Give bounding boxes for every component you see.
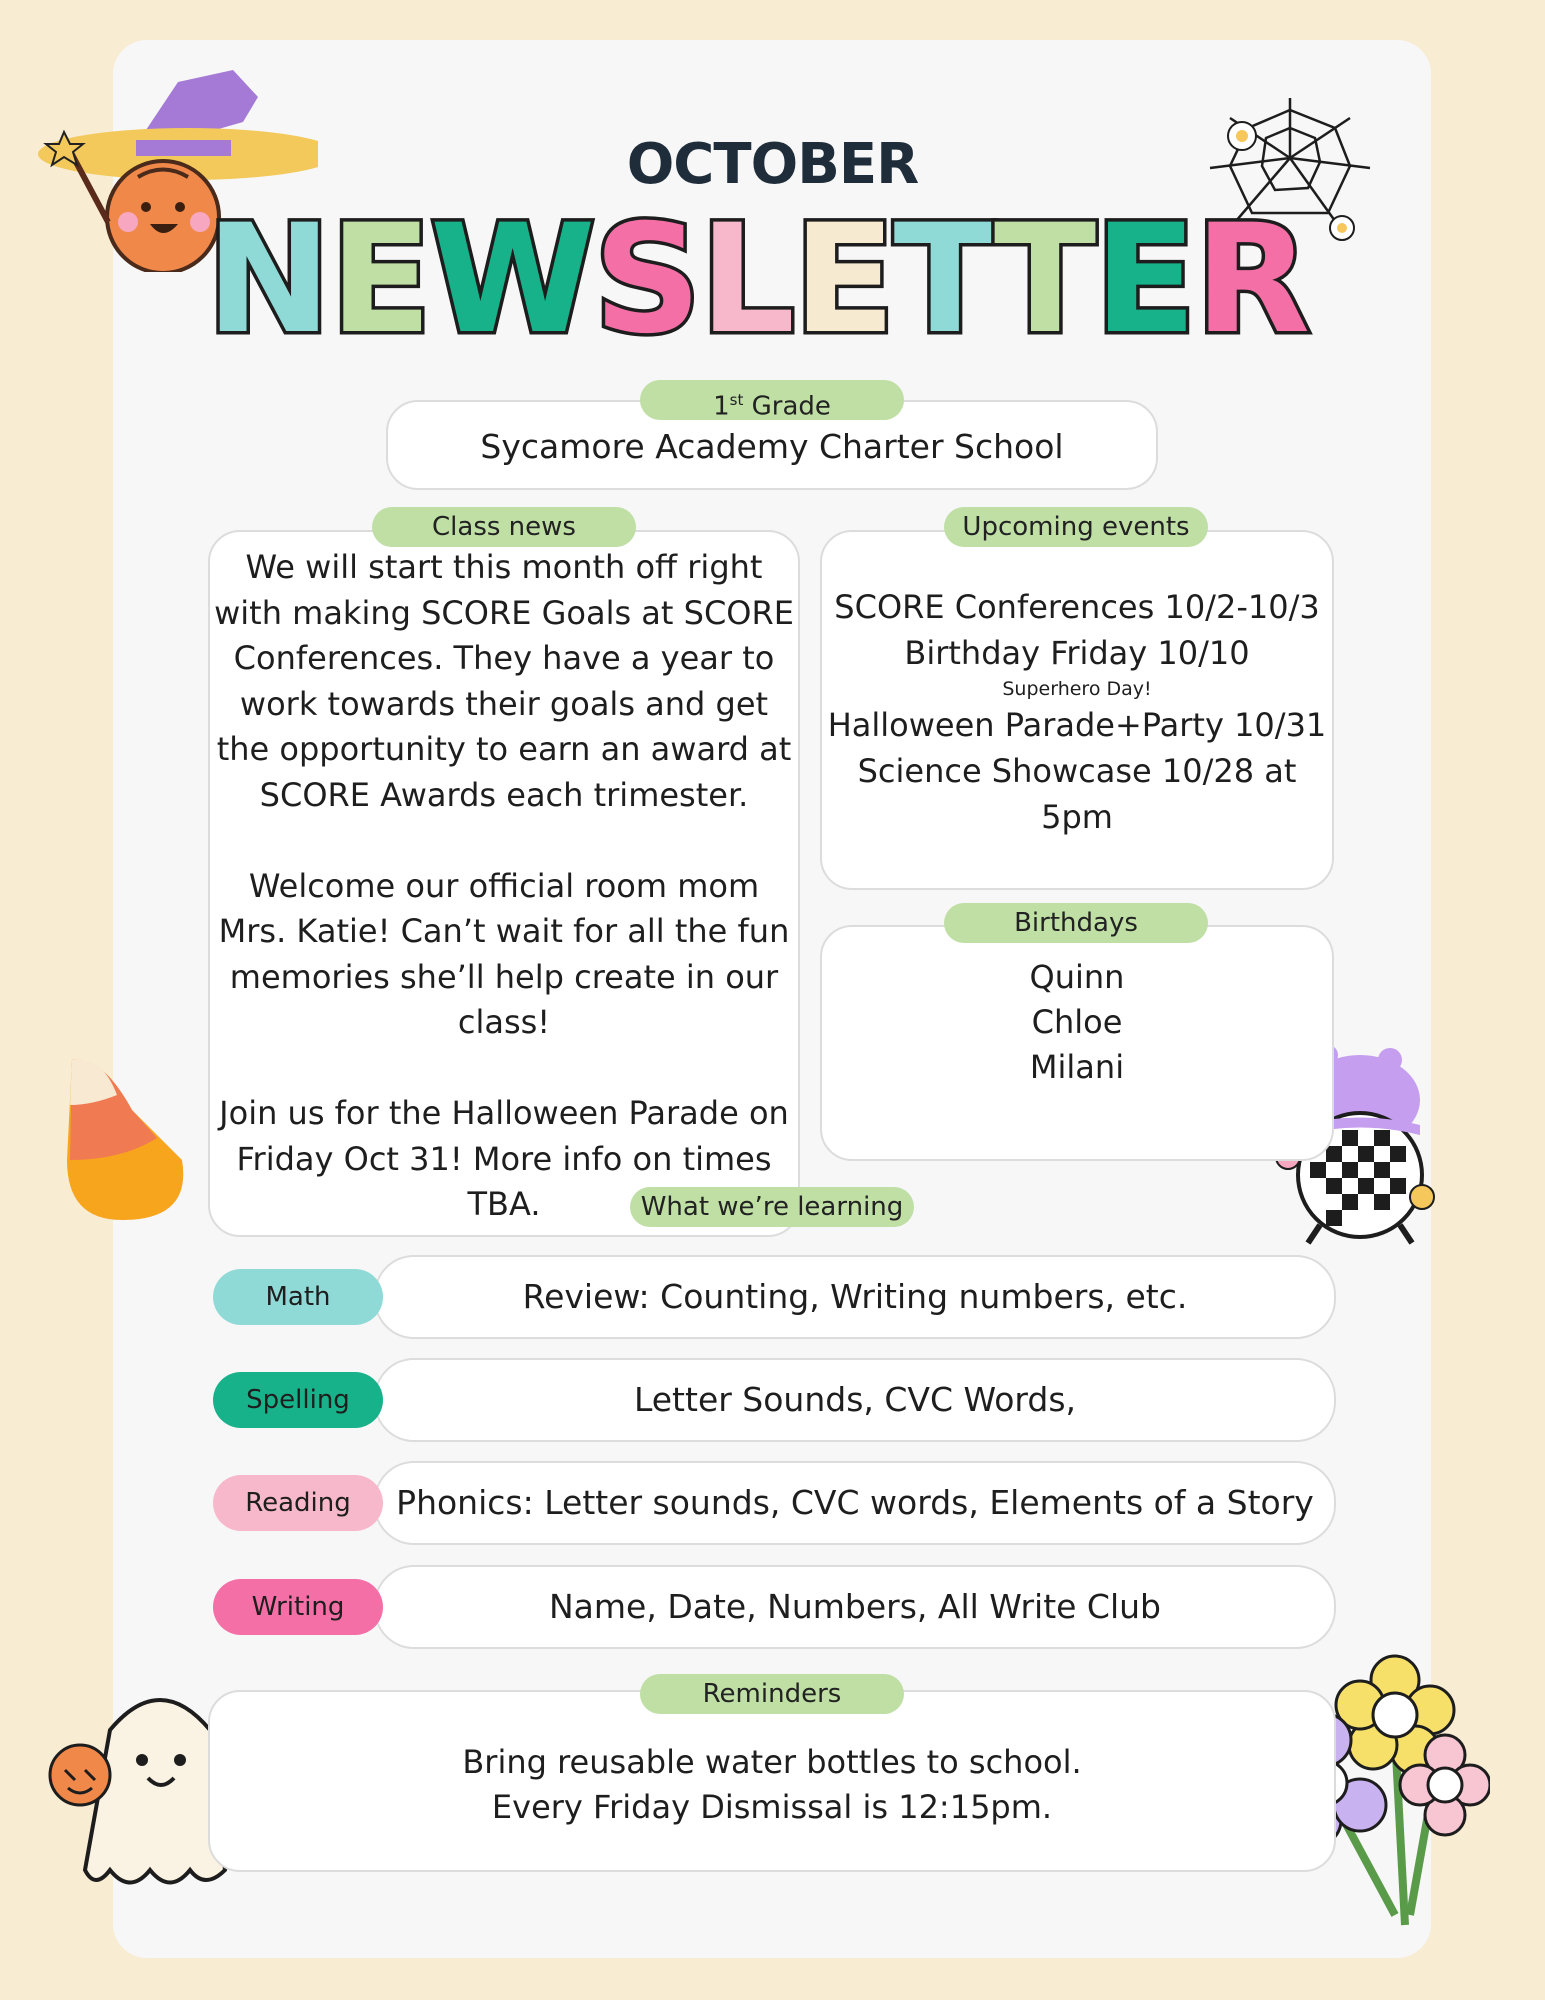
title-letter: T: [893, 193, 994, 367]
subject-content: Phonics: Letter sounds, CVC words, Elements of a Story: [374, 1461, 1336, 1545]
event-score-conferences: SCORE Conferences 10/2-10/3: [834, 588, 1320, 626]
title-letter: T: [993, 193, 1095, 367]
title-letter: N: [206, 193, 330, 367]
title-letter: W: [430, 193, 594, 367]
subject-label-math: Math: [213, 1269, 383, 1325]
title-letter: L: [699, 193, 794, 367]
class-news-line: Friday Oct 31! More info on times: [236, 1139, 772, 1178]
event-halloween-parade: Halloween Parade+Party 10/31: [827, 706, 1327, 744]
event-science-time: 5pm: [1041, 798, 1113, 836]
events-label: Upcoming events: [944, 507, 1208, 547]
school-name: Sycamore Academy Charter School: [480, 427, 1064, 466]
subject-content: Letter Sounds, CVC Words,: [374, 1358, 1336, 1442]
class-news-line: Conferences. They have a year to: [233, 639, 775, 677]
event-superhero-note: Superhero Day!: [1002, 678, 1152, 700]
learning-label: What we’re learning: [630, 1187, 914, 1227]
subject-content: Review: Counting, Writing numbers, etc.: [374, 1255, 1336, 1339]
subject-content: Name, Date, Numbers, All Write Club: [374, 1565, 1336, 1649]
grade-badge: [640, 380, 904, 420]
grade-word: Grade: [751, 391, 831, 422]
reminder-water-bottles: Bring reusable water bottles to school.: [462, 1743, 1082, 1781]
class-news-line: Mrs. Katie! Can’t wait for all the fun: [218, 912, 790, 950]
event-science-showcase: Science Showcase 10/28 at: [857, 752, 1297, 790]
title-letter: R: [1194, 193, 1309, 367]
class-news-line: We will start this month off right: [245, 548, 763, 586]
subject-label-reading: Reading: [213, 1475, 383, 1531]
grade-number: 1: [713, 391, 730, 422]
reminders-text: [208, 1740, 1336, 1830]
class-news-line: memories she’ll help create in our: [229, 957, 779, 996]
candy-corn-illustration: [62, 1050, 192, 1230]
class-news-line: TBA.: [467, 1185, 541, 1223]
class-news-line: with making SCORE Goals at SCORE: [214, 593, 794, 632]
birthday-name: Chloe: [1031, 1003, 1123, 1041]
class-news-text: [208, 545, 800, 1228]
birthdays-label: Birthdays: [944, 903, 1208, 943]
birthday-name: Quinn: [1029, 958, 1125, 996]
title-letter: E: [793, 193, 894, 367]
reminder-friday-dismissal: Every Friday Dismissal is 12:15pm.: [491, 1788, 1053, 1826]
newsletter-month: OCTOBER: [626, 132, 919, 197]
class-news-label: Class news: [372, 507, 636, 547]
events-list: [820, 584, 1334, 840]
class-news-line: Welcome our official room mom: [248, 866, 760, 905]
subject-label-spelling: Spelling: [213, 1372, 383, 1428]
class-news-line: SCORE Awards each trimester.: [259, 775, 749, 814]
class-news-line: [208, 1046, 800, 1092]
subject-label-writing: Writing: [213, 1579, 383, 1635]
title-letter: E: [1094, 193, 1195, 367]
reminders-label: Reminders: [640, 1674, 904, 1714]
class-news-line: Join us for the Halloween Parade on: [219, 1094, 789, 1132]
grade-suffix: st: [729, 391, 744, 409]
birthday-name: Milani: [1029, 1048, 1125, 1086]
class-news-line: [208, 818, 800, 864]
birthdays-list: [820, 955, 1334, 1090]
event-birthday-friday: Birthday Friday 10/10: [904, 634, 1250, 672]
newsletter-title: [206, 193, 1346, 367]
class-news-line: the opportunity to earn an award at: [216, 730, 792, 768]
title-letter: E: [329, 193, 431, 367]
title-letter: S: [593, 193, 700, 367]
class-news-line: work towards their goals and get: [239, 684, 769, 723]
class-news-line: class!: [457, 1003, 551, 1041]
